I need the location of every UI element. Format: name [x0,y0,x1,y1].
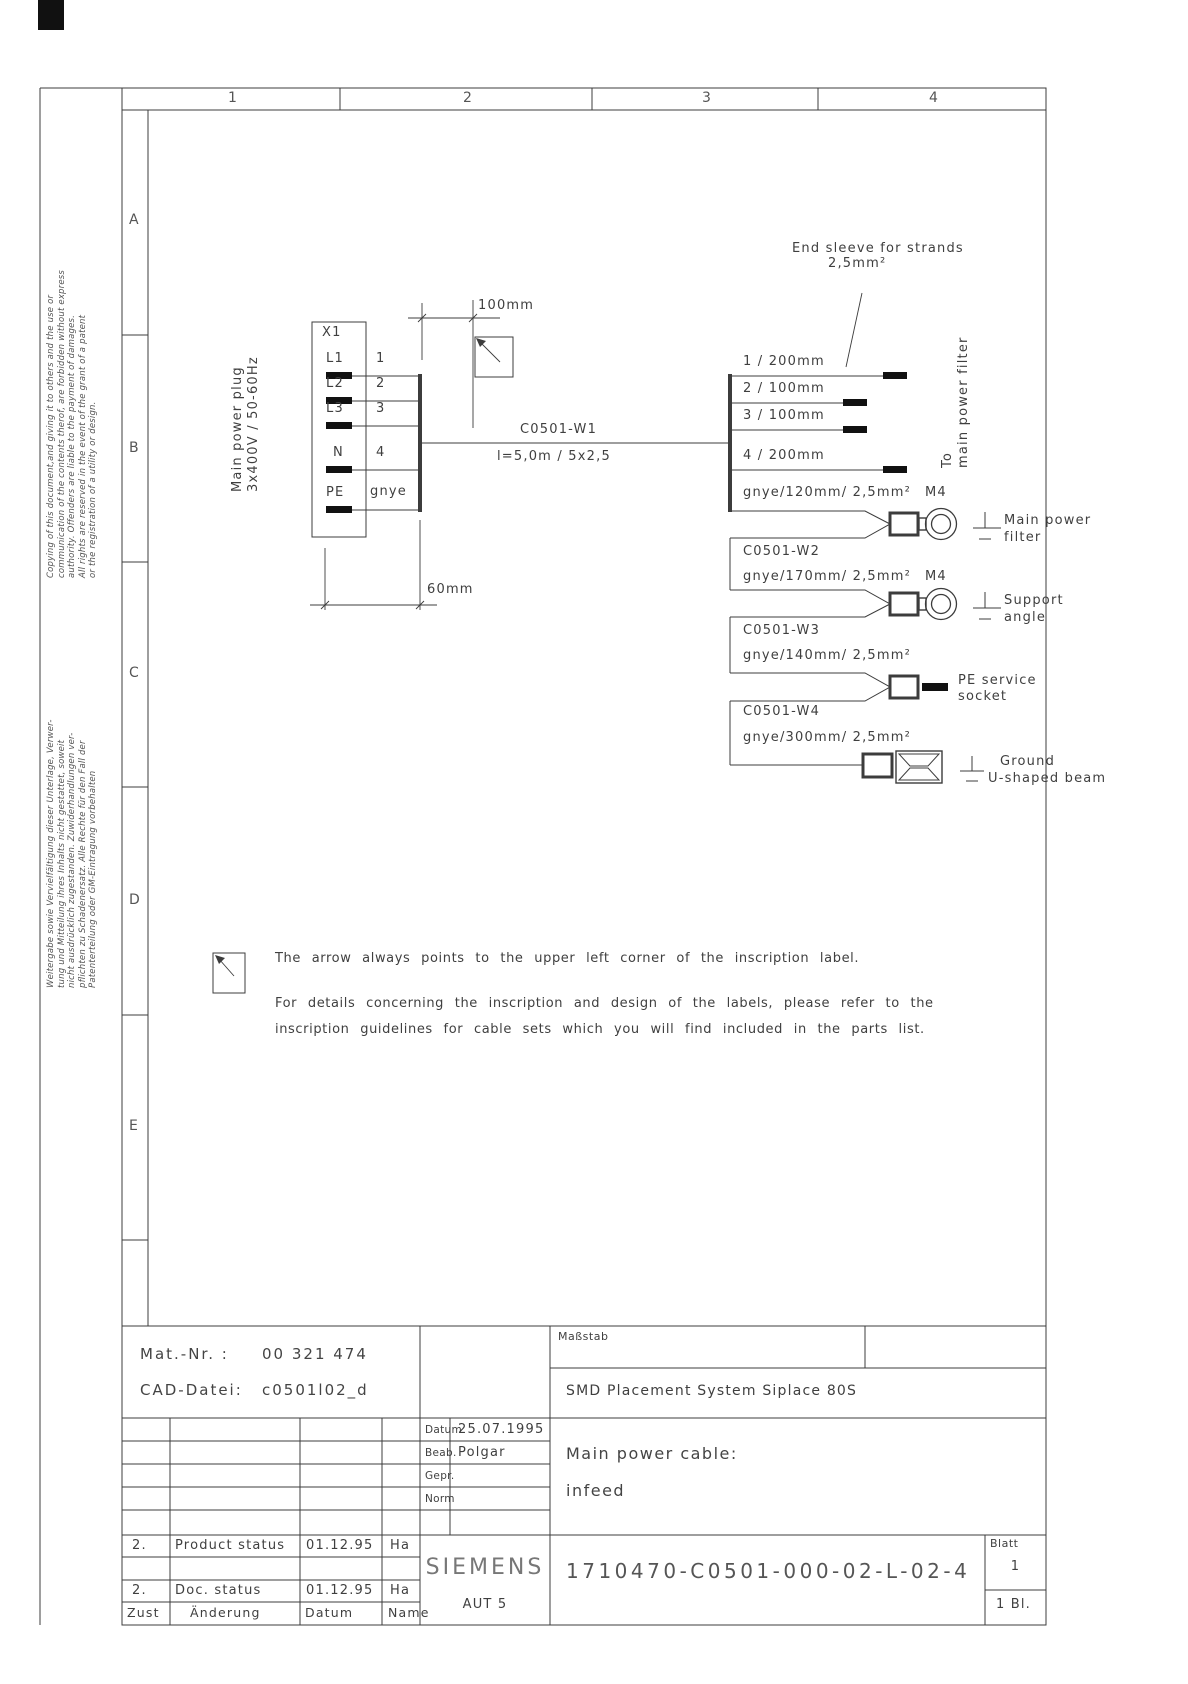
copyright-line: pflichten zu Schadenersatz. Alle Rechte für den Fall der [77,740,88,988]
branch1-target-line2: filter [1004,530,1042,545]
wire-id-3: 3 [376,401,386,416]
rev-header-datum: Datum [305,1605,354,1620]
stamp-beab-value: Polgar [458,1445,506,1460]
branch4-target-line1: Ground [1000,754,1056,769]
pin-label-l3: L3 [326,401,344,416]
scan-corner-mark [38,0,64,30]
system-name: SMD Placement System Siplace 80S [566,1383,858,1399]
fan-wire-label-1: 1 / 200mm [743,354,825,369]
branch1-terminal: M4 [925,485,947,500]
sheet-label: Blatt [990,1537,1019,1550]
fan-wire-label-2: 2 / 100mm [743,381,825,396]
inscription-label-symbol [475,337,513,377]
branch3-spec: gnye/140mm/ 2,5mm² [743,648,912,663]
pin-label-pe: PE [326,485,345,500]
drawing-title-line1: Main power cable: [566,1444,738,1463]
branch3-target-line1: PE service [958,673,1037,688]
ground-symbol-beam [960,756,984,781]
cad-file-value: c0501l02_d [262,1381,369,1399]
row-header-e: E [129,1118,140,1134]
fan-wire-label-3: 3 / 100mm [743,408,825,423]
branch1-spec: gnye/120mm/ 2,5mm² [743,485,912,500]
plug-label-line2: 3x400V / 50-60Hz [246,356,261,492]
dimension-bottom-label: 60mm [427,582,474,597]
main-cable-w1 [420,374,730,512]
branch2-terminal: M4 [925,569,947,584]
sleeve-note-line1: End sleeve for strands [792,241,964,256]
branch2-spec: gnye/170mm/ 2,5mm² [743,569,912,584]
fan-wire-label-4: 4 / 200mm [743,448,825,463]
ground-symbol-support [973,592,1001,619]
row-header-c: C [129,665,140,681]
stamp-beab-label: Beab. [425,1447,457,1459]
stamp-gepr-label: Gepr. [425,1470,455,1482]
branch4-target-line2: U-shaped beam [988,771,1107,786]
revision1-name: Ha [390,1538,411,1553]
revision2-change: Doc. status [175,1583,262,1598]
copyright-note-english [46,270,99,578]
pin-label-l1: L1 [326,351,344,366]
copyright-line: authority. Offenders are liable to the payment of damages. [67,314,78,578]
revision2-rev: 2. [132,1583,147,1598]
cable-spec-w1: l=5,0m / 5x2,5 [497,449,611,464]
branch4-spec: gnye/300mm/ 2,5mm² [743,730,912,745]
copyright-line: tung und Mitteilung ihres Inhalts nicht gestattet, soweit [56,739,67,988]
document-number: 1710470-C0501-000-02-L-02-4 [566,1559,971,1583]
revision2-date: 01.12.95 [306,1583,374,1598]
to-filter-line2: main power filter [956,336,971,468]
connector-id-x1: X1 [322,325,342,340]
sheet-total: 1 Bl. [995,1597,1032,1612]
wire-id-2: 2 [376,376,386,391]
copyright-line: or the registration of a utility or design. [88,401,99,578]
dimension-60mm [310,520,437,610]
copyright-line: Weitergabe sowie Vervielfältigung dieser Unterlage, Verwer- [46,719,56,988]
wire-id-1: 1 [376,351,386,366]
sheet-number: 1 [1010,1559,1021,1574]
ground-symbol-filter [973,512,1001,539]
company-logo-text: SIEMENS [425,1555,545,1580]
branch2-cable: C0501-W2 [743,544,821,559]
mat-nr-value: 00 321 474 [262,1345,368,1363]
copyright-note-german [46,719,99,988]
scale-label: Maßstab [558,1330,609,1343]
rev-header-aenderung: Änderung [190,1605,261,1620]
branch3-target-line2: socket [958,689,1008,704]
revision1-change: Product status [175,1538,286,1553]
pin-label-n: N [333,445,344,460]
copyright-line: nicht ausdrücklich zugestanden. Zuwiderhandlungen ver- [67,732,78,988]
stamp-norm-label: Norm [425,1493,455,1505]
column-header-2: 2 [463,90,474,106]
cad-file-label: CAD-Datei: [140,1381,243,1399]
note-line1: The arrow always points to the upper left corner of the inscription label. [275,951,860,966]
branch2-target-line2: angle [1004,610,1047,625]
revision2-name: Ha [390,1583,411,1598]
column-header-4: 4 [929,90,940,106]
to-filter-line1: To [940,451,955,468]
copyright-line: Copying of this document,and giving it to others and the use or [46,294,56,578]
column-header-3: 3 [702,90,713,106]
copyright-line: Patenterteilung oder GM-Eintragung vorbehalten [88,770,99,988]
cable-name-w1: C0501-W1 [520,422,598,437]
plug-label-line1: Main power plug [230,366,245,492]
drawing-title-line2: infeed [566,1481,626,1500]
stamp-datum-value: 25.07.1995 [458,1422,545,1437]
branch-gnye-120 [730,509,1001,540]
branch4-cable: C0501-W4 [743,704,821,719]
to-filter-rotated-label [940,336,972,468]
branch3-cable: C0501-W3 [743,623,821,638]
copyright-line: All rights are reserved in the event of the grant of a patent [77,314,88,578]
note-inscription-symbol [213,953,245,993]
plug-rotated-label [230,356,262,492]
note-line3: inscription guidelines for cable sets which you will find included in the parts list. [275,1022,925,1037]
pin-label-l2: L2 [326,376,344,391]
sleeve-note-line2: 2,5mm² [828,256,887,271]
row-header-a: A [129,212,140,228]
mat-nr-label: Mat.-Nr. : [140,1345,229,1363]
end-sleeves [843,372,907,473]
revision1-rev: 2. [132,1538,147,1553]
branch2-target-line1: Support [1004,593,1064,608]
wire-id-4: 4 [376,445,386,460]
rev-header-name: Name [388,1605,430,1620]
column-header-1: 1 [228,90,239,106]
row-header-b: B [129,440,140,456]
wire-id-gnye: gnye [370,484,407,499]
copyright-line: communication of the contents therof, are forbidden without express [56,269,67,578]
row-header-d: D [129,892,141,908]
department-label: AUT 5 [462,1597,508,1612]
dimension-top-label: 100mm [478,298,535,313]
branch1-target-line1: Main power [1004,513,1092,528]
stamp-datum-label: Datum [425,1424,463,1436]
rev-header-zust: Zust [127,1605,160,1620]
note-line2: For details concerning the inscription and design of the labels, please refer to the [275,996,934,1011]
revision1-date: 01.12.95 [306,1538,374,1553]
